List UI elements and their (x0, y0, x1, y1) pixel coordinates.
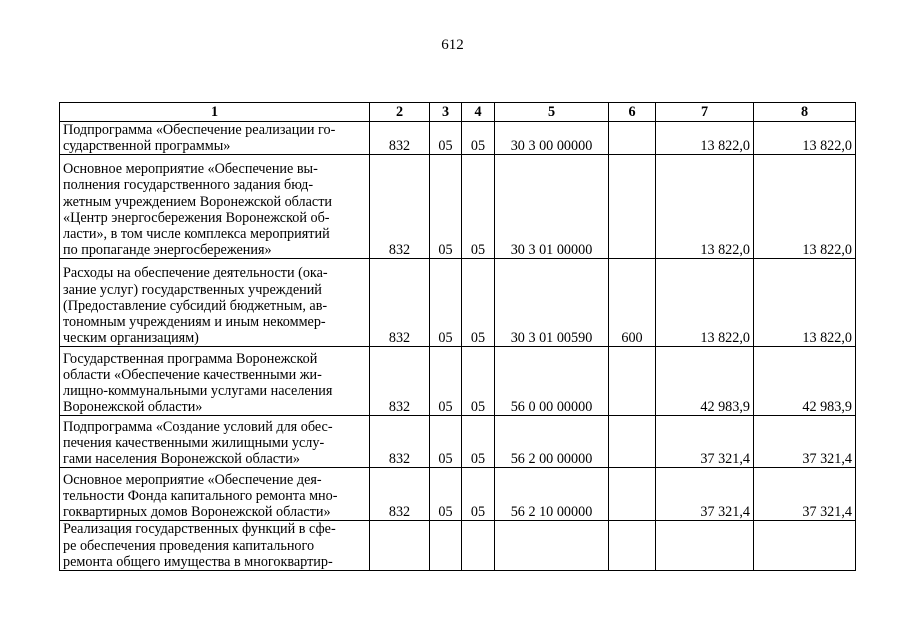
col-header-5: 5 (495, 103, 609, 122)
table-row (60, 122, 856, 155)
ministry-code-cell: 832 (370, 259, 430, 347)
table-row (60, 155, 856, 259)
subsection-cell: 05 (462, 122, 495, 155)
row-name-cell (60, 468, 370, 521)
row-name-line: печения качественными жилищными услу- (63, 435, 325, 451)
header-row (60, 103, 856, 122)
amount-year2-cell: 13 822,0 (754, 155, 856, 259)
subsection-cell: 05 (462, 468, 495, 521)
row-name-line: гами населения Воронежской области» (63, 451, 300, 468)
target-article-cell: 30 3 00 00000 (495, 122, 609, 155)
amount-year1-cell: 13 822,0 (656, 122, 754, 155)
subsection-cell: 05 (462, 259, 495, 347)
expense-type-cell: 600 (609, 259, 656, 347)
row-name-cell (60, 155, 370, 259)
row-name-line: ремонта общего имущества в многоквартир- (63, 553, 333, 570)
expense-type-cell (609, 155, 656, 259)
amount-year1-cell: 42 983,9 (656, 347, 754, 416)
row-name-cell (60, 347, 370, 416)
target-article-cell (495, 521, 609, 571)
amount-year2-cell: 37 321,4 (754, 468, 856, 521)
col-header-8: 8 (754, 103, 856, 122)
row-name-line: тельности Фонда капитального ремонта мно- (63, 488, 338, 504)
expense-type-cell (609, 416, 656, 468)
row-name-line: сударственной программы» (63, 138, 231, 155)
subsection-cell: 05 (462, 347, 495, 416)
expense-type-cell (609, 122, 656, 155)
expense-type-cell (609, 468, 656, 521)
row-name-line: Расходы на обеспечение деятельности (ока- (63, 265, 328, 282)
subsection-cell: 05 (462, 155, 495, 259)
target-article-cell: 30 3 01 00000 (495, 155, 609, 259)
row-name-line: зание услуг) государственных учреждений (63, 281, 322, 298)
amount-year2-cell: 13 822,0 (754, 259, 856, 347)
col-header-6: 6 (609, 103, 656, 122)
row-name-line: Подпрограмма «Создание условий для обес- (63, 418, 333, 435)
row-name-line: лищно-коммунальными услугами населения (63, 383, 333, 399)
target-article-cell: 56 2 00 00000 (495, 416, 609, 468)
row-name-line: полнения государственного задания бюд- (63, 177, 314, 194)
row-name-cell (60, 521, 370, 571)
section-cell (430, 521, 462, 571)
amount-year1-cell: 37 321,4 (656, 416, 754, 468)
subsection-cell: 05 (462, 416, 495, 468)
subsection-cell (462, 521, 495, 571)
amount-year2-cell: 37 321,4 (754, 416, 856, 468)
table-row (60, 347, 856, 416)
section-cell: 05 (430, 122, 462, 155)
amount-year2-cell: 13 822,0 (754, 122, 856, 155)
row-name-cell (60, 416, 370, 468)
target-article-cell: 56 0 00 00000 (495, 347, 609, 416)
col-header-4: 4 (462, 103, 495, 122)
table-row (60, 259, 856, 347)
row-name-line: (Предоставление субсидий бюджетным, ав- (63, 297, 328, 314)
row-name-line: Воронежской области» (63, 399, 203, 416)
row-name-line: ре обеспечения проведения капитального (63, 537, 315, 554)
row-name-line: Реализация государственных функций в сфе- (63, 521, 336, 538)
table-body (60, 122, 856, 571)
ministry-code-cell: 832 (370, 416, 430, 468)
ministry-code-cell: 832 (370, 155, 430, 259)
amount-year1-cell: 37 321,4 (656, 468, 754, 521)
ministry-code-cell: 832 (370, 347, 430, 416)
section-cell: 05 (430, 347, 462, 416)
row-name-line: по пропаганде энергосбережения» (63, 242, 272, 259)
section-cell: 05 (430, 468, 462, 521)
row-name-line: Основное мероприятие «Обеспечение дея- (63, 471, 322, 488)
ministry-code-cell: 832 (370, 122, 430, 155)
row-name-line: ласти», в том числе комплекса мероприятий (63, 226, 330, 242)
row-name-line: гоквартирных домов Воронежской области» (63, 504, 331, 521)
expense-type-cell (609, 521, 656, 571)
table-row (60, 416, 856, 468)
row-name-line: области «Обеспечение качественными жи- (63, 366, 322, 383)
row-name-line: Государственная программа Воронежской (63, 350, 318, 367)
amount-year1-cell (656, 521, 754, 571)
target-article-cell: 30 3 01 00590 (495, 259, 609, 347)
row-name-line: жетным учреждением Воронежской области (63, 193, 333, 210)
row-name-line: «Центр энергосбережения Воронежской об- (63, 209, 330, 226)
amount-year2-cell (754, 521, 856, 571)
target-article-cell: 56 2 10 00000 (495, 468, 609, 521)
col-header-3: 3 (430, 103, 462, 122)
row-name-cell (60, 259, 370, 347)
ministry-code-cell (370, 521, 430, 571)
amount-year1-cell: 13 822,0 (656, 259, 754, 347)
amount-year2-cell: 42 983,9 (754, 347, 856, 416)
ministry-code-cell: 832 (370, 468, 430, 521)
section-cell: 05 (430, 259, 462, 347)
table-row (60, 468, 856, 521)
expense-type-cell (609, 347, 656, 416)
table-row (60, 521, 856, 571)
amount-year1-cell: 13 822,0 (656, 155, 754, 259)
col-header-1: 1 (60, 103, 370, 122)
budget-table (59, 102, 856, 571)
row-name-line: Подпрограмма «Обеспечение реализации го- (63, 122, 336, 138)
col-header-2: 2 (370, 103, 430, 122)
section-cell: 05 (430, 155, 462, 259)
section-cell: 05 (430, 416, 462, 468)
row-name-line: Основное мероприятие «Обеспечение вы- (63, 161, 318, 178)
col-header-7: 7 (656, 103, 754, 122)
row-name-line: тономным учреждениям и иным некоммер- (63, 314, 326, 330)
page-number: 612 (441, 37, 464, 53)
row-name-line: ческим организациям) (63, 330, 199, 347)
row-name-cell (60, 122, 370, 155)
